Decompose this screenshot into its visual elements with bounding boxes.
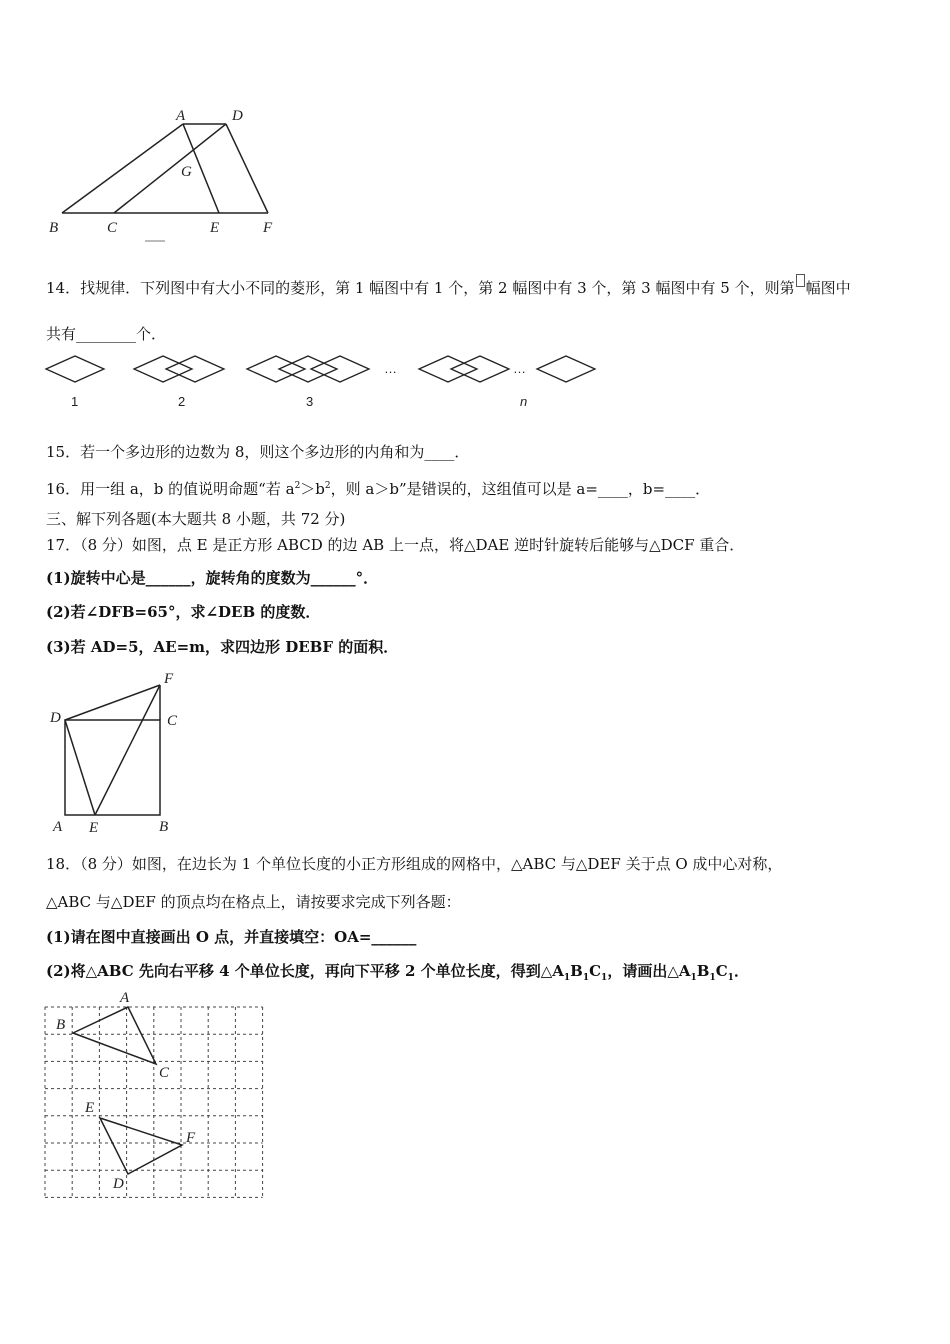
triangle-ABC (73, 1007, 156, 1064)
label-E: E (85, 1100, 95, 1116)
q18-part1: (1)请在图中直接画出 O 点，并直接填空：OA=______ (46, 928, 417, 946)
label-D: D (113, 1176, 124, 1192)
q14-line2: 共有________个． (46, 325, 167, 343)
figure-label-1: 1 (71, 394, 79, 409)
label-D: D (50, 710, 61, 726)
q16-text: 16．用一组 a，b 的值说明命题“若 $a^2>b^2$，则 a＞b”是错误的，这组值可以是 a=____，b=____． (46, 480, 711, 498)
label-C: C (167, 713, 178, 729)
label-C: C (107, 220, 118, 236)
label-D: D (232, 108, 243, 124)
rhombus-pattern-figure (40, 350, 610, 415)
q18-stem-line2: △ABC 与△DEF 的顶点均在格点上，请按要求完成下列各题： (46, 893, 461, 911)
square-rotation-figure (45, 665, 195, 840)
label-A: A (53, 819, 63, 835)
grid-symmetry-figure (40, 985, 275, 1210)
ellipsis-2: … (513, 361, 526, 376)
label-G: G (181, 164, 192, 180)
q17-part2: (2)若∠DFB=65°，求∠DEB 的度数． (46, 603, 321, 621)
label-F: F (263, 220, 273, 236)
label-A: A (120, 990, 130, 1006)
q17-stem: 17．（8 分）如图，点 E 是正方形 ABCD 的边 AB 上一点，将△DAE 逆时针旋转后能够与△DCF 重合． (46, 536, 745, 554)
label-B: B (49, 220, 59, 236)
label-B: B (56, 1017, 66, 1033)
label-E: E (210, 220, 220, 236)
q14-line1: 14．找规律．下列图中有大小不同的菱形，第 1 幅图中有 1 个，第 2 幅图中有 3 个，第 3 幅图中有 5 个，则第 幅图中 (46, 274, 851, 298)
section-heading: 三、解下列各题(本大题共 8 小题，共 72 分) (46, 510, 346, 528)
label-E: E (89, 820, 99, 836)
figure-label-n: n (520, 394, 528, 409)
trapezoid-figure (40, 100, 290, 245)
label-A: A (176, 108, 186, 124)
label-C: C (159, 1065, 170, 1081)
label-F: F (186, 1130, 196, 1146)
figure-label-3: 3 (306, 394, 314, 409)
missing-glyph-box (796, 274, 805, 287)
q17-part3: (3)若 AD=5，AE=m，求四边形 DEBF 的面积． (46, 638, 399, 656)
q18-part2: (2)将△ABC 先向右平移 4 个单位长度，再向下平移 2 个单位长度，得到$\triangle A_1B_1C_1$，请画出$\triangle A_1B_1C_1$． (46, 962, 749, 983)
q18-stem-line1: 18．（8 分）如图，在边长为 1 个单位长度的小正方形组成的网格中，△ABC 与△DEF 关于点 O 成中心对称， (46, 855, 783, 873)
dashed-grid (45, 1007, 263, 1197)
q15-text: 15．若一个多边形的边数为 8，则这个多边形的内角和为____． (46, 443, 470, 461)
label-B: B (159, 819, 169, 835)
ellipsis-1: … (384, 361, 397, 376)
label-F: F (164, 671, 174, 687)
q17-part1: (1)旋转中心是______，旋转角的度数为______°． (46, 569, 379, 587)
figure-label-2: 2 (178, 394, 186, 409)
triangle-DEF (100, 1118, 182, 1174)
